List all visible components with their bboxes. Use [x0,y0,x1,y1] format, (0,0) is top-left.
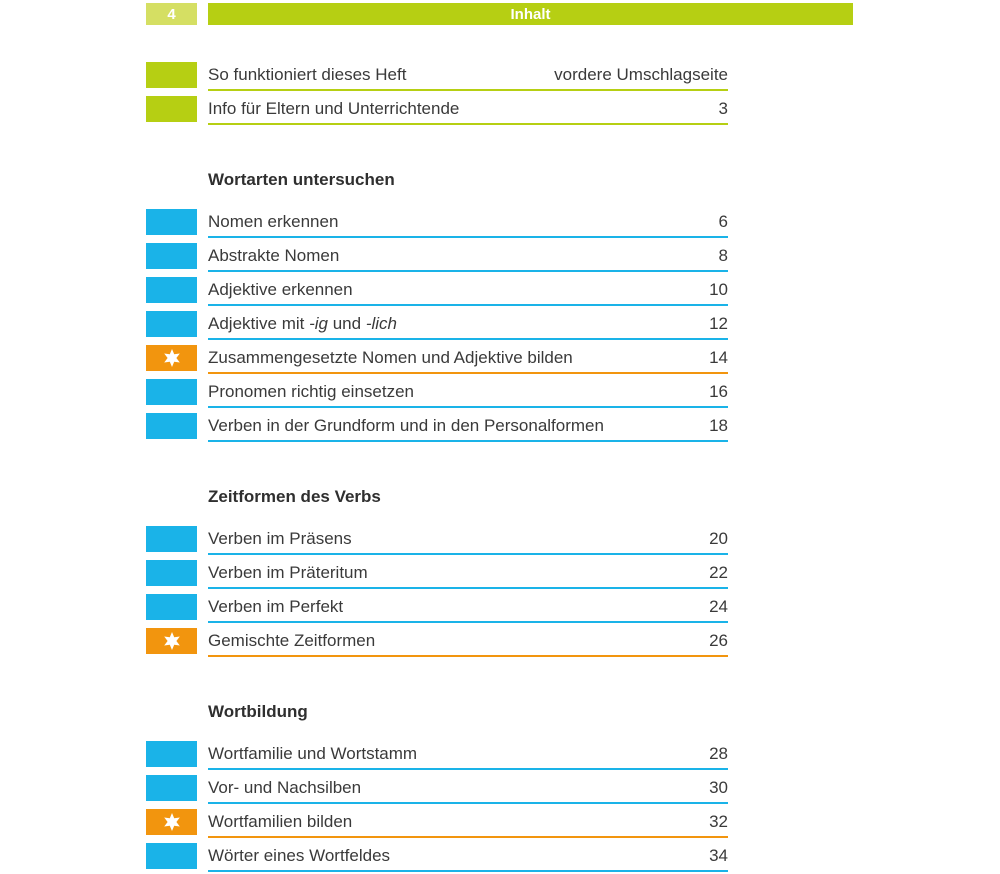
row-marker [146,345,197,371]
row-marker [146,628,197,654]
toc-label: Nomen erkennen [208,212,339,231]
toc-row[interactable] [146,840,728,874]
row-marker [146,809,197,835]
toc-page: 14 [709,348,728,367]
row-marker [146,243,197,269]
row-marker [146,775,197,801]
toc-page: 3 [718,99,728,118]
star-icon [162,812,182,832]
toc-label: Gemischte Zeitformen [208,631,376,650]
toc-page: 22 [709,563,728,582]
toc-page: 6 [718,212,728,231]
toc-page: 12 [709,314,728,333]
toc-label: Pronomen richtig einsetzen [208,382,415,401]
row-marker [146,560,197,586]
toc-label: Wortfamilie und Wortstamm [208,744,418,763]
toc-page: vordere Umschlagseite [554,65,728,84]
page-number: 4 [146,3,197,25]
toc-page: 16 [709,382,728,401]
toc-row[interactable] [146,806,728,840]
star-icon [162,631,182,651]
row-underline [208,655,728,657]
toc-page: 8 [718,246,728,265]
section-title-wortarten: Wortarten untersuchen [208,170,395,189]
section-title-wortbildung: Wortbildung [208,702,308,721]
row-underline [208,270,728,272]
toc-label: Vor- und Nachsilben [208,778,362,797]
toc-label: Verben im Perfekt [208,597,344,616]
toc-row[interactable] [146,376,728,410]
row-underline [208,372,728,374]
row-underline [208,621,728,623]
toc-label: Zusammengesetzte Nomen und Adjektive bilden [208,348,573,367]
row-marker [146,311,197,337]
toc-row[interactable] [146,240,728,274]
toc-label: Abstrakte Nomen [208,246,340,265]
row-marker [146,277,197,303]
toc-row-usage[interactable] [146,59,728,93]
row-marker [146,843,197,869]
toc-row[interactable] [146,308,728,342]
toc-row[interactable] [146,591,728,625]
toc-label: Info für Eltern und Unterrichtende [208,99,460,118]
toc-label: Adjektive erkennen [208,280,353,299]
row-underline [208,440,728,442]
row-underline [208,236,728,238]
row-marker [146,62,197,88]
row-marker [146,741,197,767]
toc-label: Verben im Präsens [208,529,352,548]
row-underline [208,338,728,340]
toc-page: 26 [709,631,728,650]
row-underline [208,836,728,838]
toc-page: 32 [709,812,728,831]
toc-row[interactable] [146,410,728,444]
row-underline [208,304,728,306]
toc-row[interactable] [146,342,728,376]
toc-row[interactable] [146,772,728,806]
toc-page: 24 [709,597,728,616]
star-icon [162,348,182,368]
toc-row[interactable] [146,274,728,308]
toc-page: 10 [709,280,728,299]
row-underline [208,406,728,408]
row-underline [208,870,728,872]
toc-row-info[interactable] [146,93,728,127]
toc-page: 34 [709,846,728,865]
toc-page: 28 [709,744,728,763]
table-of-contents [146,59,728,874]
toc-label: Verben im Präteritum [208,563,368,582]
row-marker [146,209,197,235]
row-underline [208,587,728,589]
toc-label: Wörter eines Wortfeldes [208,846,391,865]
row-underline [208,768,728,770]
toc-row[interactable] [146,557,728,591]
row-marker [146,379,197,405]
row-underline [208,553,728,555]
row-underline [208,802,728,804]
row-marker [146,96,197,122]
row-underline [208,123,728,125]
toc-row[interactable] [146,206,728,240]
toc-row[interactable] [146,738,728,772]
section-title-zeitformen: Zeitformen des Verbs [208,487,381,506]
row-marker [146,594,197,620]
toc-page: 20 [709,529,728,548]
row-marker [146,413,197,439]
toc-label: Verben in der Grundform und in den Personalformen [208,416,604,435]
toc-row[interactable] [146,523,728,557]
toc-page: 18 [709,416,728,435]
toc-page: 30 [709,778,728,797]
toc-label: So funktioniert dieses Heft [208,65,407,84]
row-marker [146,526,197,552]
toc-label: Adjektive mit -ig und -lich [208,314,397,333]
row-underline [208,89,728,91]
page-title: Inhalt [208,3,853,25]
toc-label: Wortfamilien bilden [208,812,353,831]
toc-row[interactable] [146,625,728,659]
